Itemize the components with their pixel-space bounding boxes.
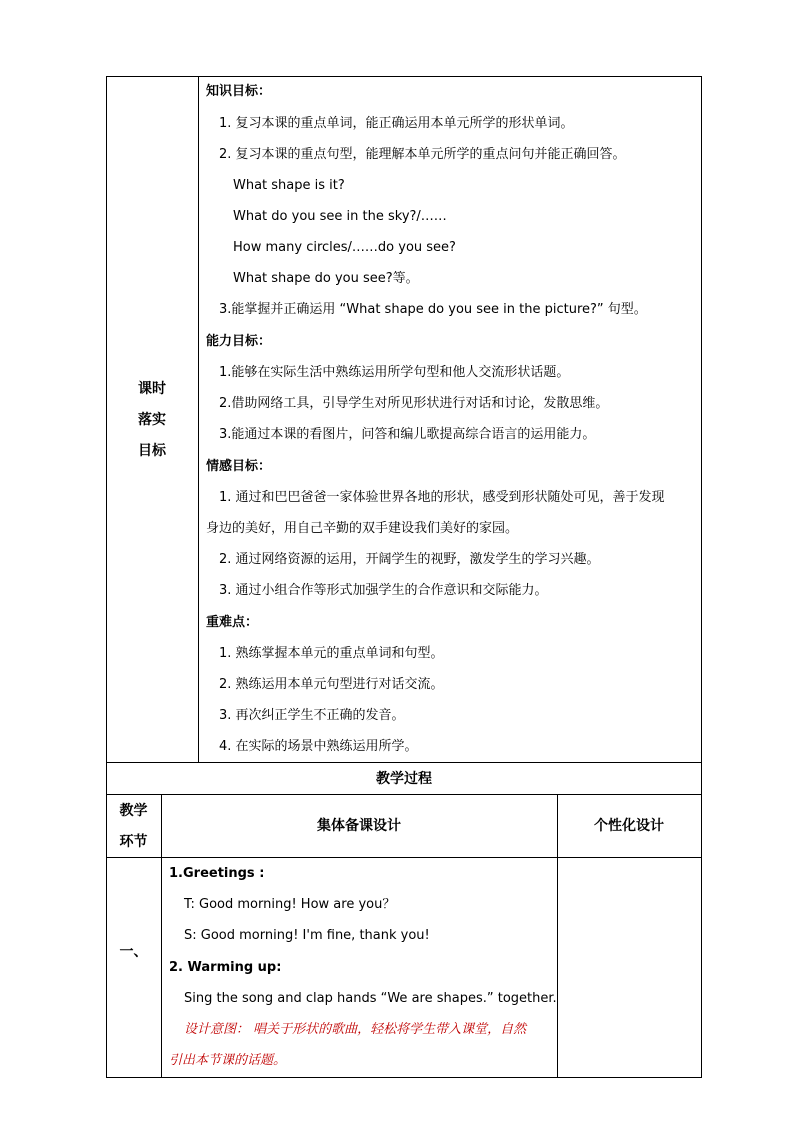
- emotion-item-continued: 身边的美好，用自己辛勤的双手建设我们美好的家园。: [206, 521, 519, 536]
- personal-column-divider: [557, 794, 558, 1078]
- knowledge-sentence: What shape is it?: [233, 178, 345, 193]
- knowledge-sentence: What do you see in the sky?/……: [233, 209, 447, 224]
- process-title: 教学过程: [376, 771, 432, 787]
- sing-song-line: Sing the song and clap hands “We are shapes.” together.: [184, 991, 557, 1006]
- student-greeting-line: S: Good morning! I'm fine, thank you!: [184, 928, 430, 943]
- key-point-item: 1. 熟练掌握本单元的重点单词和句型。: [219, 646, 444, 661]
- key-point-item: 4. 在实际的场景中熟练运用所学。: [219, 739, 418, 754]
- table-bottom-border: [106, 1077, 702, 1078]
- header-row-bottom-border: [106, 857, 702, 858]
- emotion-item: 2. 通过网络资源的运用，开阔学生的视野，激发学生的学习兴趣。: [219, 552, 600, 567]
- knowledge-sentence: What shape do you see?等。: [233, 271, 419, 286]
- goals-column-divider: [198, 76, 199, 762]
- process-title-bottom-border: [106, 794, 702, 795]
- ability-heading: 能力目标：: [206, 334, 272, 349]
- step-one-label: 一、: [119, 944, 148, 960]
- emotion-item: 1. 通过和巴巴爸爸一家体验世界各地的形状，感受到形状随处可见，善于发现: [219, 490, 665, 505]
- key-points-heading: 重难点：: [206, 615, 259, 630]
- collective-design-header: 集体备课设计: [317, 818, 401, 834]
- knowledge-item: 2. 复习本课的重点句型，能理解本单元所学的重点问句并能正确回答。: [219, 147, 626, 162]
- personal-design-header: 个性化设计: [594, 818, 664, 834]
- goals-side-label-3: 目标: [138, 443, 166, 459]
- goals-bottom-border: [106, 762, 702, 763]
- knowledge-item: 1. 复习本课的重点单词，能正确运用本单元所学的形状单词。: [219, 116, 574, 131]
- knowledge-sentence: How many circles/……do you see?: [233, 240, 456, 255]
- key-point-item: 2. 熟练运用本单元句型进行对话交流。: [219, 677, 444, 692]
- emotion-heading: 情感目标：: [206, 459, 272, 474]
- greetings-title: 1.Greetings :: [169, 866, 265, 881]
- step-header-line2: 环节: [119, 834, 148, 850]
- table-left-border: [106, 76, 107, 1078]
- key-point-item: 3. 再次纠正学生不正确的发音。: [219, 708, 405, 723]
- knowledge-heading: 知识目标：: [206, 84, 272, 99]
- teacher-greeting-line: T: Good morning! How are you？: [184, 897, 396, 912]
- goals-side-label-1: 课时: [138, 381, 166, 397]
- step-header-line1: 教学: [119, 803, 148, 819]
- warming-up-title: 2. Warming up:: [169, 960, 282, 975]
- table-right-border: [701, 76, 702, 1078]
- table-top-border: [106, 76, 702, 77]
- emotion-item: 3. 通过小组合作等形式加强学生的合作意识和交际能力。: [219, 583, 548, 598]
- step-column-divider: [161, 794, 162, 1078]
- knowledge-item: 3.能掌握并正确运用 “What shape do you see in the picture?” 句型。: [219, 302, 647, 317]
- ability-item: 3.能通过本课的看图片，问答和编儿歌提高综合语言的运用能力。: [219, 427, 596, 442]
- ability-item: 2.借助网络工具，引导学生对所见形状进行对话和讨论，发散思维。: [219, 396, 609, 411]
- design-intent-note: 设计意图： 唱关于形状的歌曲，轻松将学生带入课堂，自然: [184, 1022, 527, 1037]
- ability-item: 1.能够在实际生活中熟练运用所学句型和他人交流形状话题。: [219, 365, 570, 380]
- goals-side-label-2: 落实: [138, 412, 166, 428]
- design-intent-note-continued: 引出本节课的话题。: [169, 1053, 287, 1068]
